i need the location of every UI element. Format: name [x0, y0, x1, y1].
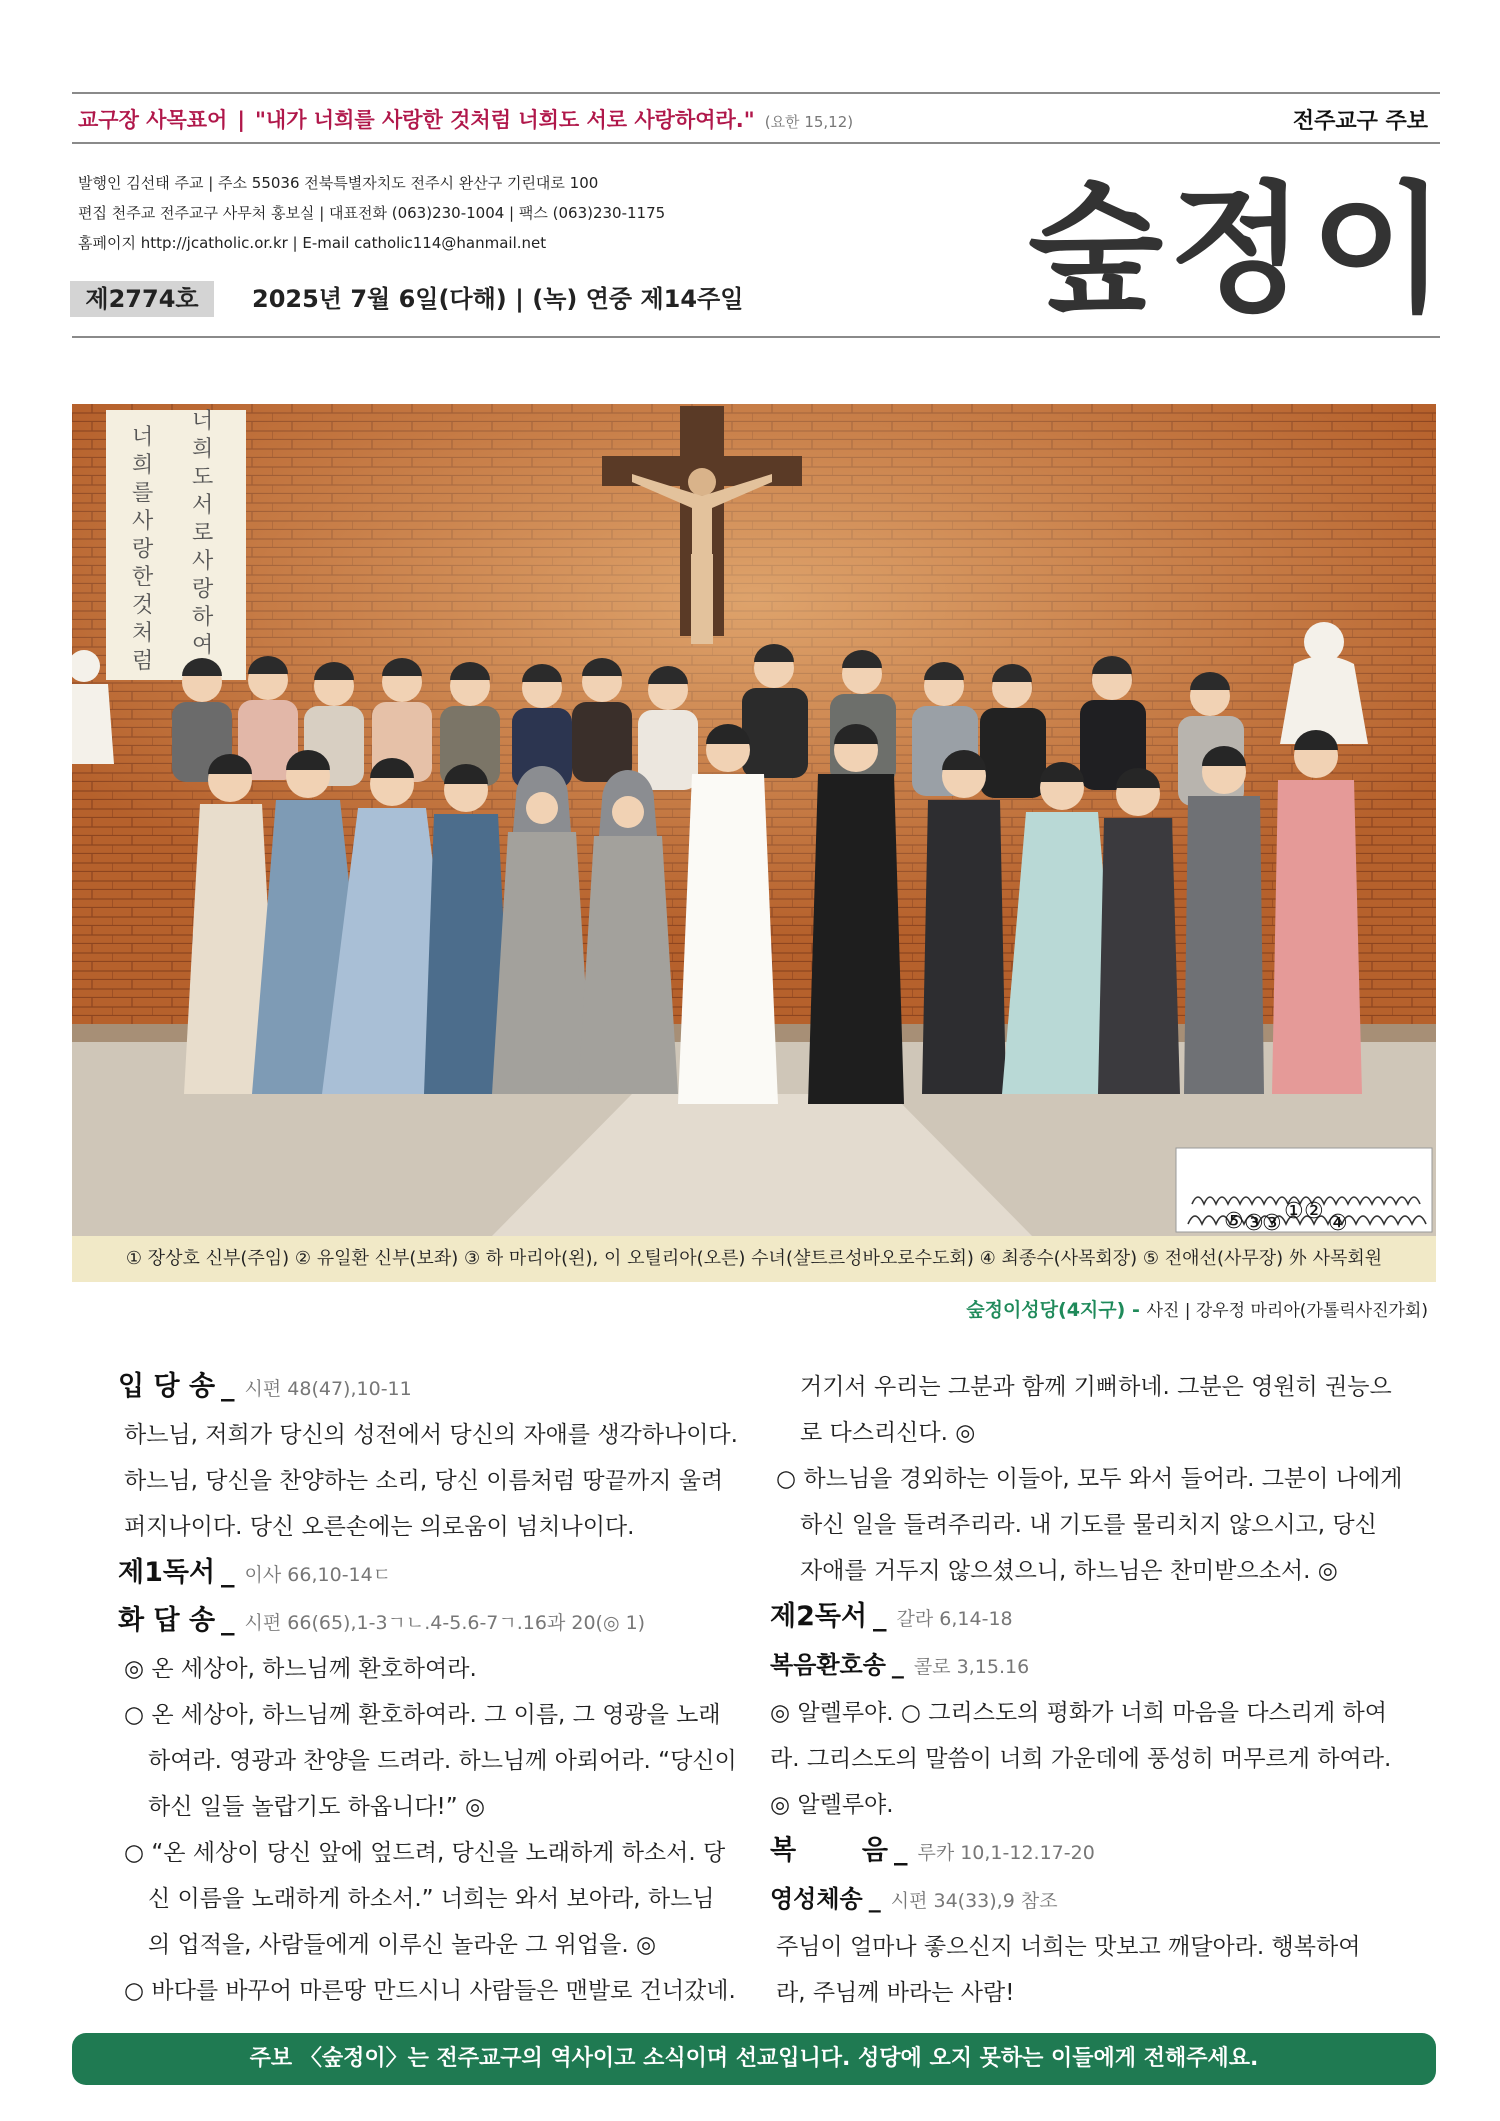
communion-line: 주님이 얼마나 좋으신지 너희는 맛보고 깨달아라. 행복하여	[776, 1934, 1361, 1960]
gospel-heading: 복 음 _ 루카 10,1-12.17-20	[770, 1835, 1095, 1866]
alleluia-line: ◎ 알렐루야. ○ 그리스도의 평화가 너희 마음을 다스리게 하여	[770, 1700, 1387, 1726]
psalm-line: ○ 하느님을 경외하는 이들아, 모두 와서 들어라. 그분이 나에게	[776, 1466, 1403, 1492]
alleluia-line: 라. 그리스도의 말씀이 너희 가운데에 풍성히 머무르게 하여라.	[770, 1746, 1392, 1772]
alleluia-ref: 콜로 3,15.16	[913, 1656, 1030, 1678]
psalm-line: 자애를 거두지 않으셨으니, 하느님은 찬미받으소서. ◎	[800, 1558, 1338, 1584]
alleluia-title: 복음환호송	[770, 1651, 886, 1679]
alleluia-line: ◎ 알렐루야.	[770, 1792, 894, 1818]
entrance-line: 퍼지나이다. 당신 오른손에는 의로움이 넘치나이다.	[124, 1514, 635, 1540]
psalm-verse-3: ○ 바다를 바꾸어 마른땅 만드시니 사람들은 맨발로 건너갔네.	[124, 1978, 736, 2004]
header-rule	[72, 142, 1440, 144]
motto-label: 교구장 사목표어	[78, 108, 228, 132]
entrance-heading: 입 당 송 _ 시편 48(47),10-11	[118, 1371, 412, 1402]
psalm-line: 하신 일을 들려주리라. 내 기도를 물리치지 않으시고, 당신	[800, 1512, 1377, 1538]
entrance-text	[118, 1412, 758, 1550]
communion-heading: 영성체송 _ 시편 34(33),9 참조	[770, 1885, 1058, 1913]
alleluia-heading: 복음환호송 _ 콜로 3,15.16	[770, 1651, 1030, 1679]
issue-date: 2025년 7월 6일(다해) | (녹) 연중 제14주일	[252, 285, 744, 313]
psalm-line: ○ “온 세상이 당신 앞에 엎드려, 당신을 노래하게 하소서. 당	[124, 1840, 726, 1866]
psalm-verse-1	[118, 1692, 758, 1830]
map-label-3b: ③	[1262, 1211, 1282, 1236]
communion-line: 라, 주님께 바라는 사람!	[776, 1980, 1015, 2006]
reading2-ref: 갈라 6,14-18	[896, 1608, 1013, 1630]
map-label-3a: ③	[1244, 1211, 1264, 1236]
banner-text-2: 너 희 도 서 로 사 랑 하 여	[192, 409, 214, 658]
column-left	[118, 1364, 758, 2014]
reading2-heading: 제2독서 _ 갈라 6,14-18	[770, 1601, 1013, 1632]
diocese-motto: 교구장 사목표어 | "내가 너희를 사랑한 것처럼 너희도 서로 사랑하여라." (요한 15,12)	[78, 108, 854, 132]
map-label-1: ①	[1284, 1199, 1304, 1224]
psalm-heading: 화 답 송 _ 시편 66(65),1-3ㄱㄴ.4-5.6-7ㄱ.16과 20(◎ 1)	[118, 1605, 646, 1636]
people-map-inset	[1176, 1148, 1432, 1236]
credit-dash: -	[1125, 1299, 1147, 1321]
column-right	[770, 1364, 1410, 2016]
entrance-title: 입 당 송	[118, 1371, 216, 1402]
gospel-title: 복 음	[770, 1835, 888, 1866]
communion-ref: 시편 34(33),9 참조	[890, 1890, 1058, 1912]
psalm-line: 거기서 우리는 그분과 함께 기뻐하네. 그분은 영원히 권능으	[800, 1374, 1392, 1400]
entrance-ref: 시편 48(47),10-11	[244, 1378, 412, 1400]
psalm-line: 하신 일들 놀랍기도 하옵니다!” ◎	[148, 1794, 486, 1820]
communion-text	[770, 1924, 1410, 2016]
reading2-title: 제2독서	[770, 1601, 868, 1632]
photo-credit	[966, 1295, 1428, 1322]
map-label-2: ②	[1304, 1199, 1324, 1224]
motto-ref: (요한 15,12)	[764, 113, 854, 131]
map-label-4: ④	[1328, 1211, 1348, 1236]
gospel-ref: 루카 10,1-12.17-20	[917, 1842, 1095, 1864]
psalm-verse-2	[118, 1830, 758, 1968]
psalm-response: ◎ 온 세상아, 하느님께 환호하여라.	[124, 1656, 477, 1682]
web-line: 홈페이지 http://jcatholic.or.kr | E-mail catholic114@hanmail.net	[78, 234, 547, 252]
masthead-logo: 숲정이	[1028, 168, 1452, 332]
communion-title: 영성체송	[770, 1885, 863, 1913]
footer-banner: 주보 〈숲정이〉는 전주교구의 역사이고 소식이며 선교입니다. 성당에 오지 못하는 이들에게 전해주세요.	[72, 2033, 1436, 2085]
psalm-line: 로 다스리신다. ◎	[800, 1420, 976, 1446]
psalm-line: ○ 온 세상아, 하느님께 환호하여라. 그 이름, 그 영광을 노래	[124, 1702, 721, 1728]
issue-number: 제2774호	[70, 281, 214, 317]
group-photo	[72, 404, 1436, 1236]
psalm-verse-4	[770, 1456, 1410, 1594]
reading1-title: 제1독서	[118, 1557, 216, 1588]
masthead-rule	[72, 336, 1440, 338]
psalm-ref: 시편 66(65),1-3ㄱㄴ.4-5.6-7ㄱ.16과 20(◎ 1)	[244, 1612, 646, 1634]
psalm-line: 신 이름을 노래하게 하소서.” 너희는 와서 보아라, 하느님	[148, 1886, 715, 1912]
credit-rest: 사진 | 강우정 마리아(가톨릭사진가회)	[1146, 1301, 1428, 1321]
alleluia-text	[770, 1690, 1410, 1828]
map-label-5: ⑤	[1224, 1209, 1244, 1234]
banner-text-1: 너 희 를 사 랑 한 것 처 럼	[132, 425, 154, 674]
photo-caption: ① 장상호 신부(주임) ② 유일환 신부(보좌) ③ 하 마리아(왼), 이 오틸리아(오른) 수녀(샬트르성바오로수도회) ④ 최종수(사목회장) ⑤ 전애선(사무장) 外 사목회원	[72, 1236, 1436, 1282]
banner	[106, 410, 246, 680]
editor-line: 편집 천주교 전주교구 사무처 홍보실 | 대표전화 (063)230-1004 | 팩스 (063)230-1175	[78, 204, 666, 222]
group-photo-illustration	[72, 404, 1436, 1236]
publisher-line: 발행인 김선태 주교 | 주소 55036 전북특별자치도 전주시 완산구 기린대로 100	[78, 174, 599, 192]
credit-parish: 숲정이성당(4지구)	[966, 1299, 1126, 1321]
psalm-line: 하여라. 영광과 찬양을 드려라. 하느님께 아뢰어라. “당신이	[148, 1748, 737, 1774]
psalm-title: 화 답 송	[118, 1605, 216, 1636]
top-rule	[72, 92, 1440, 94]
psalm-line: 의 업적을, 사람들에게 이루신 놀라운 그 위업을. ◎	[148, 1932, 657, 1958]
entrance-line: 하느님, 당신을 찬양하는 소리, 당신 이름처럼 땅끝까지 울려	[124, 1468, 724, 1494]
weekly-name: 전주교구 주보	[1292, 109, 1428, 134]
entrance-line: 하느님, 저희가 당신의 성전에서 당신의 자애를 생각하나이다.	[124, 1422, 738, 1448]
reading1-ref: 이사 66,10-14ㄷ	[244, 1564, 392, 1586]
motto-text: "내가 너희를 사랑한 것처럼 너희도 서로 사랑하여라."	[254, 108, 755, 132]
reading1-heading: 제1독서 _ 이사 66,10-14ㄷ	[118, 1557, 392, 1588]
